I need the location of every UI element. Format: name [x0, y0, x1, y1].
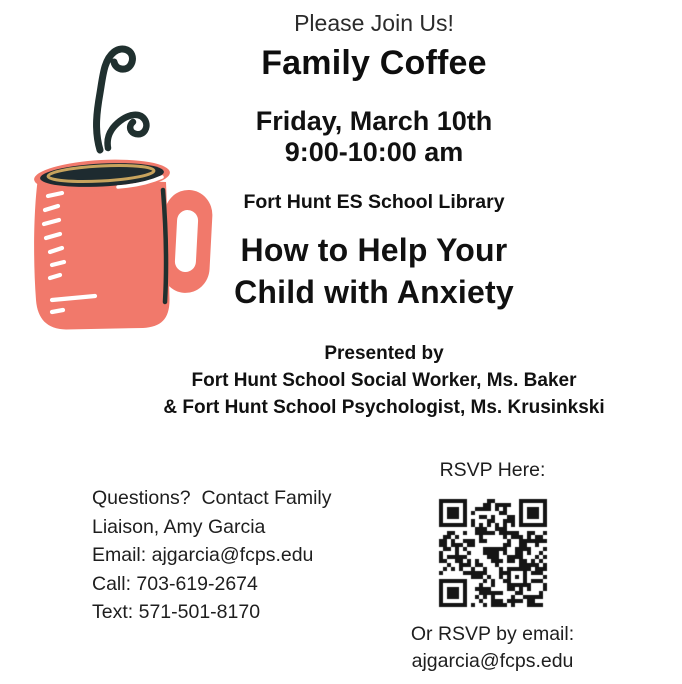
qr-wrap — [385, 498, 600, 608]
contact-liaison-name: Liaison, Amy Garcia — [92, 515, 266, 538]
rsvp-alt-line-1: Or RSVP by email: — [410, 623, 575, 645]
headline-column — [66, 0, 682, 313]
contact-email: Email: ajgarcia@fcps.edu — [92, 544, 314, 566]
rsvp-alt-email: ajgarcia@fcps.edu — [411, 650, 574, 672]
event-title: Family Coffee — [261, 44, 487, 82]
rsvp-alt — [385, 621, 600, 675]
rsvp-qr-code-icon — [438, 498, 548, 608]
rsvp-label: RSVP Here: — [439, 459, 546, 481]
topic-line-1: How to Help Your — [240, 232, 508, 268]
event-time: 9:00-10:00 am — [284, 137, 464, 167]
event-topic — [66, 229, 682, 313]
contact-text-number: Text: 571-501-8170 — [92, 601, 261, 623]
rsvp-block — [385, 458, 600, 675]
contact-question-line: Questions? Contact Family — [92, 487, 332, 509]
presenters-block — [86, 340, 682, 421]
presenter-1: Fort Hunt School Social Worker, Ms. Baker — [191, 370, 577, 391]
invite-line: Please Join Us! — [294, 10, 454, 36]
contact-block — [92, 484, 362, 627]
contact-call-number: Call: 703-619-2674 — [92, 572, 258, 595]
presenter-2: & Fort Hunt School Psychologist, Ms. Krusinkski — [163, 397, 605, 418]
presented-by-heading: Presented by — [324, 343, 444, 364]
event-location: Fort Hunt ES School Library — [243, 191, 505, 213]
event-date: Friday, March 10th — [255, 106, 493, 136]
topic-line-2: Child with Anxiety — [234, 274, 514, 310]
